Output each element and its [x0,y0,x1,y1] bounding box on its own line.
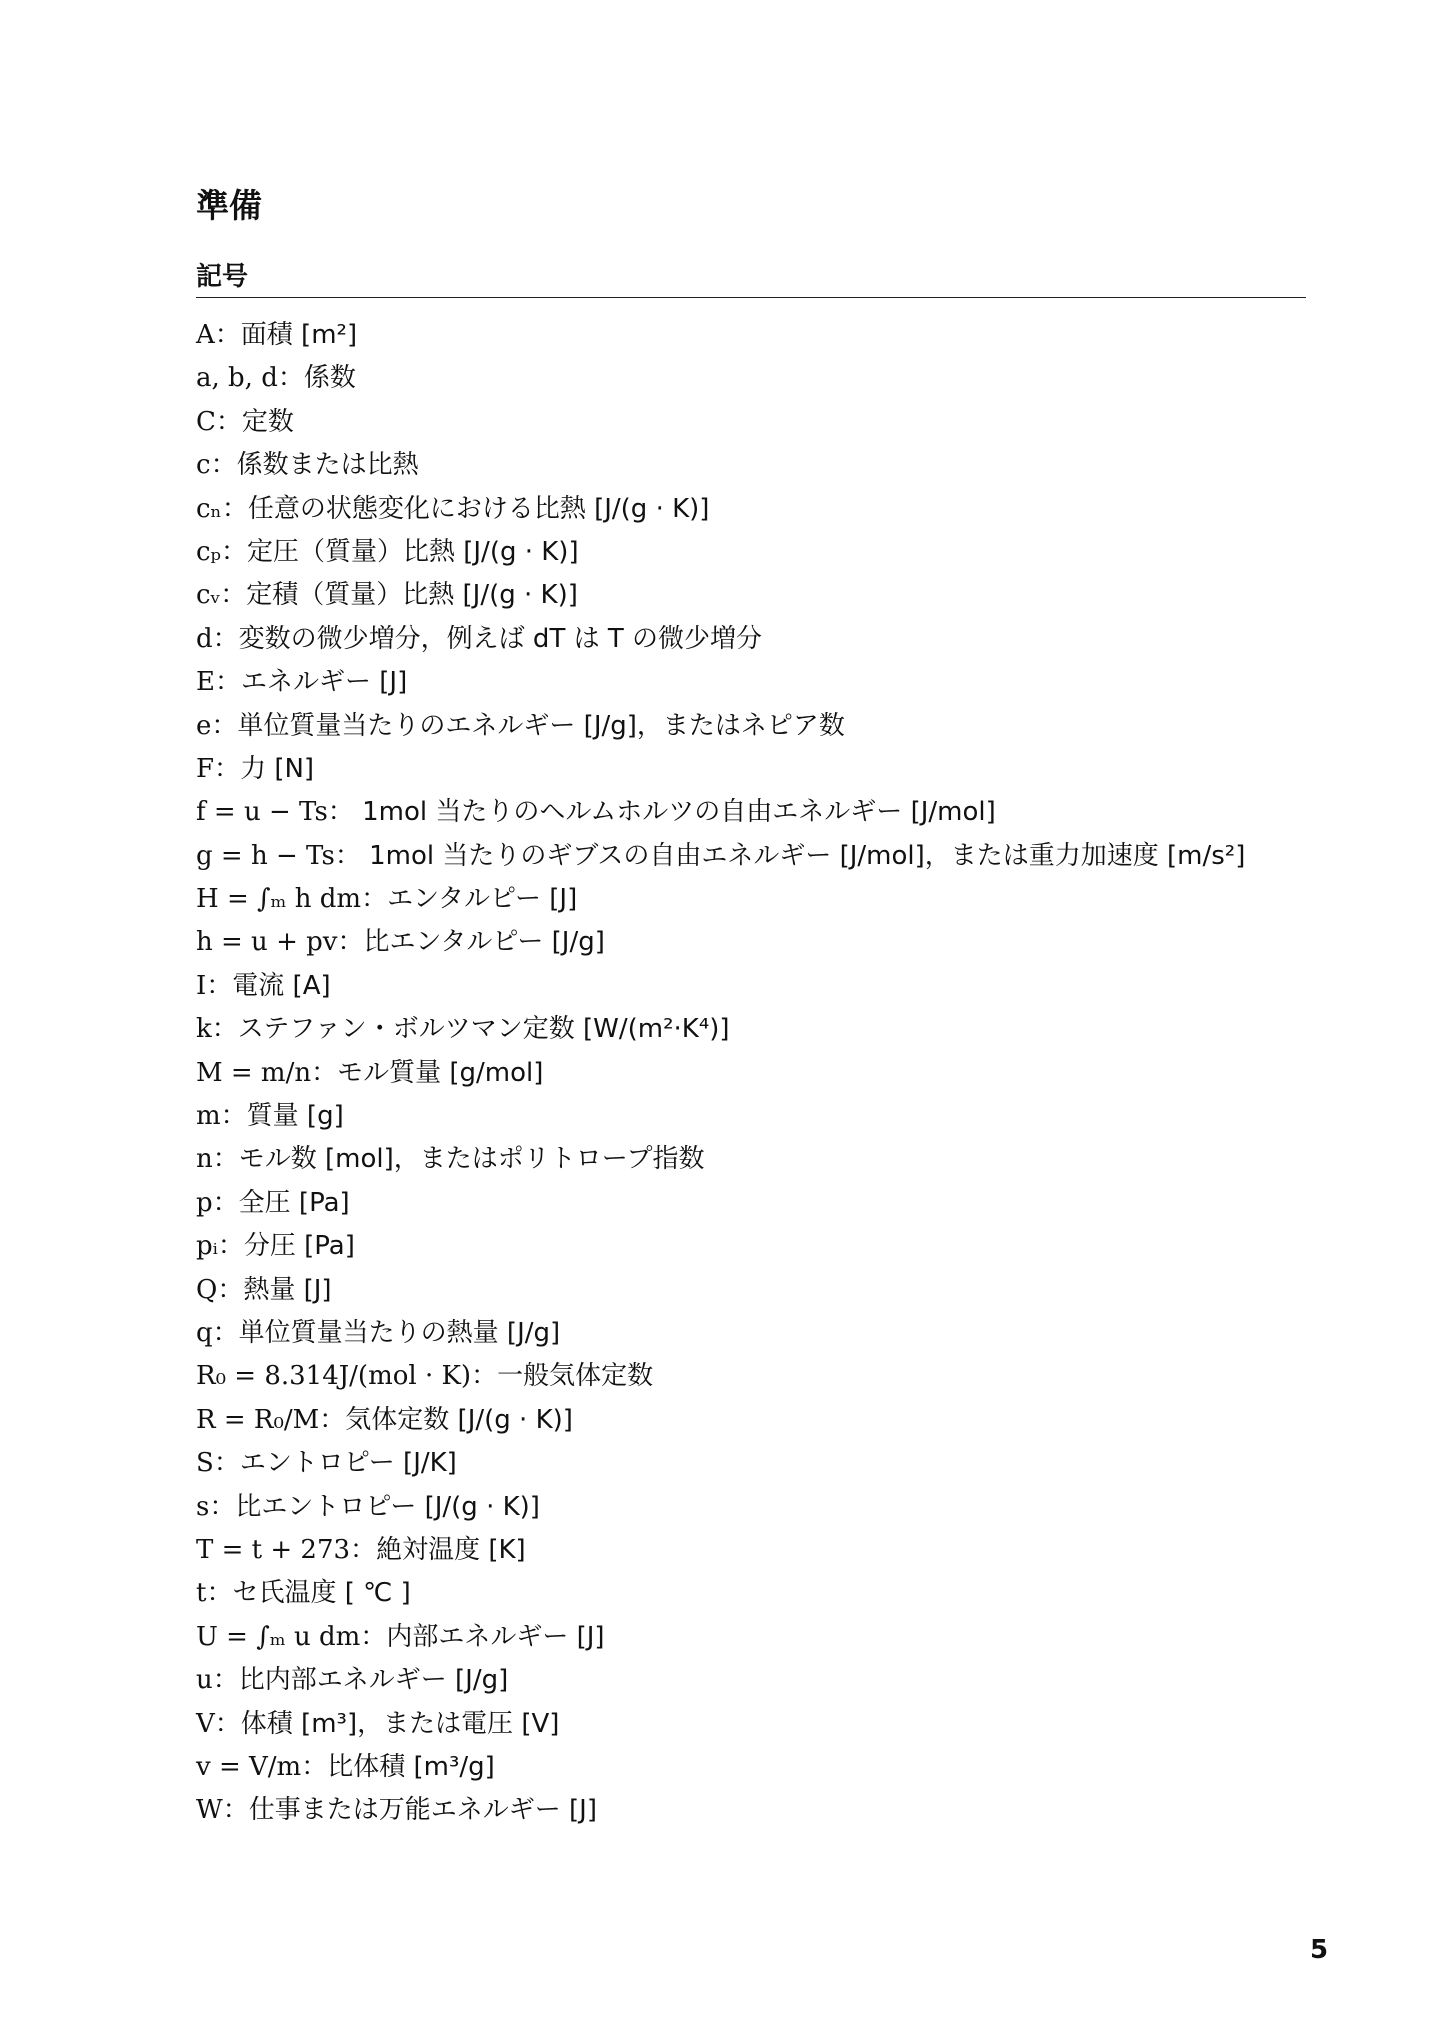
symbol-entry [196,1659,1306,1702]
symbol-description: 定数 [241,406,294,437]
symbol-description: 電流 [A] [232,970,331,1001]
symbol-entry [196,1789,1306,1832]
symbol-separator: ： [220,580,247,611]
symbol-notation: R = R₀/M [196,1404,320,1435]
symbol-notation: M = m/n [196,1057,312,1088]
symbol-entry [196,618,1306,661]
symbol-description: セ氏温度 [ ℃ ] [232,1578,411,1609]
symbol-description: エントロピー [J/K] [239,1448,457,1479]
symbol-description: 比エントロピー [J/(g · K)] [235,1491,540,1522]
section-title: 記号 [196,262,249,292]
symbol-entry [196,1008,1306,1051]
section-divider [196,297,1306,298]
symbol-description: 定積（質量）比熱 [J/(g · K)] [246,580,578,611]
symbol-entry [196,1616,1306,1659]
symbol-entry [196,357,1306,400]
symbol-description: 熱量 [J] [243,1274,332,1305]
symbol-notation: m [196,1101,221,1132]
symbol-separator: ： [360,1621,387,1652]
symbol-entry [196,1095,1306,1138]
symbol-notation: U = ∫ₘ u dm [196,1621,361,1652]
symbol-separator: ： [337,927,364,958]
symbol-separator: ： [220,1101,247,1132]
symbol-entry [196,1572,1306,1615]
symbol-entry [196,748,1306,791]
symbol-entry [196,878,1306,921]
symbol-entry [196,705,1306,748]
symbol-description: 全圧 [Pa] [238,1187,350,1218]
symbol-description: 力 [N] [240,753,315,784]
symbol-notation: s [196,1491,210,1522]
symbol-notation: H = ∫ₘ h dm [196,884,362,915]
symbol-entry [196,1052,1306,1095]
symbol-description: 係数または比熱 [236,450,419,481]
symbol-description: ステファン・ボルツマン定数 [W/(m²·K⁴)] [237,1014,730,1045]
page-number: 5 [1310,1935,1329,1965]
symbol-description: 気体定数 [J/(g · K)] [345,1404,573,1435]
symbol-entry [196,661,1306,704]
symbol-notation: u [196,1665,213,1696]
symbol-notation: W [196,1795,223,1826]
symbol-separator: ： [361,884,388,915]
symbol-separator: ： [212,623,239,654]
symbol-description: 変数の微少増分，例えば dT は T の微少増分 [238,623,762,654]
symbol-description: エネルギー [J] [241,667,408,698]
symbol-notation: A [196,320,215,350]
symbol-notation: q [196,1317,213,1348]
symbol-notation: R₀ = 8.314J/(mol · K) [196,1361,472,1392]
symbol-description: モル数 [mol]，またはポリトロープ指数 [238,1144,705,1175]
symbol-entry [196,531,1306,574]
symbol-notation: e [196,710,212,741]
symbol-description: 1mol 当たりのヘルムホルツの自由エネルギー [J/mol] [353,797,996,828]
symbol-description: 定圧（質量）比熱 [J/(g · K)] [246,536,579,567]
symbol-notation: p [196,1187,213,1218]
symbol-separator: ： [212,1187,239,1218]
symbol-notation: f = u − Ts [196,797,328,828]
symbol-description: 単位質量当たりの熱量 [J/g] [238,1317,561,1348]
symbol-separator: ： [222,1795,249,1826]
symbol-description: 比体積 [m³/g] [327,1751,495,1782]
symbol-entry [196,401,1306,444]
symbol-entry [196,488,1306,531]
symbol-entry [196,444,1306,487]
symbol-notation: Q [196,1274,218,1305]
symbol-separator: ： [220,536,247,567]
symbol-notation: t [196,1578,207,1609]
symbol-entry [196,1312,1306,1355]
symbol-entry [196,921,1306,964]
symbol-entry [196,1138,1306,1181]
chapter-title: 準備 [196,186,262,225]
symbol-description: エンタルピー [J] [387,884,578,915]
symbol-notation: c [196,450,211,481]
symbol-entry [196,1442,1306,1485]
symbol-description: 単位質量当たりのエネルギー [J/g]，またはネピア数 [237,710,845,741]
symbol-separator: ： [217,1231,244,1262]
symbol-entry [196,1746,1306,1789]
symbol-description: 分圧 [Pa] [243,1231,355,1262]
symbol-separator: ： [301,1751,328,1782]
symbol-notation: d [196,623,213,654]
symbol-notation: cₚ [196,536,221,567]
symbol-description: 体積 [m³]，または電圧 [V] [240,1708,560,1739]
symbol-separator: ： [210,450,237,481]
symbol-entry [196,835,1306,878]
symbol-notation: cₙ [196,493,222,524]
symbol-separator: ： [214,667,241,698]
symbol-entry [196,1225,1306,1268]
symbol-entry [196,791,1306,834]
symbol-separator: ： [206,970,233,1001]
symbol-separator: ： [221,493,248,524]
symbol-separator: ： [319,1404,346,1435]
symbol-entry [196,1703,1306,1746]
symbol-notation: F [196,753,215,784]
symbol-separator: ： [327,797,354,828]
symbol-separator: ： [206,1578,233,1609]
symbol-entry [196,1355,1306,1398]
symbol-description: 絶対温度 [K] [376,1534,526,1565]
symbol-notation: V [196,1708,215,1739]
symbol-separator: ： [334,840,361,871]
symbol-entry [196,1529,1306,1572]
symbol-entry [196,1269,1306,1312]
symbol-separator: ： [311,1057,338,1088]
symbol-notation: a, b, d [196,363,278,394]
symbol-description: 1mol 当たりのギブスの自由エネルギー [J/mol]，または重力加速度 [m/s²] [360,840,1246,871]
symbol-separator: ： [213,1448,240,1479]
symbol-notation: C [196,406,216,437]
symbol-separator: ： [217,1274,244,1305]
symbol-notation: pᵢ [196,1231,218,1262]
symbol-separator: ： [209,1491,236,1522]
symbol-notation: T = t + 273 [196,1534,351,1565]
symbol-notation: I [196,970,207,1001]
symbol-description: 任意の状態変化における比熱 [J/(g · K)] [247,493,710,524]
symbol-description: 内部エネルギー [J] [386,1621,605,1652]
symbol-list [196,314,1306,1833]
symbol-notation: g = h − Ts [196,840,335,871]
symbol-separator: ： [212,1317,239,1348]
symbol-notation: v = V/m [196,1751,302,1782]
symbol-separator: ： [212,1665,239,1696]
symbol-separator: ： [350,1534,377,1565]
symbol-separator: ： [211,1014,238,1045]
symbol-entry [196,1486,1306,1529]
symbol-notation: E [196,667,215,698]
symbol-notation: S [196,1448,214,1479]
symbol-separator: ： [277,363,304,394]
symbol-separator: ： [214,320,241,350]
symbol-description: 質量 [g] [246,1101,344,1132]
symbol-entry [196,1399,1306,1442]
symbol-description: モル質量 [g/mol] [337,1057,544,1088]
symbol-entry [196,574,1306,617]
symbol-notation: cᵥ [196,580,221,611]
symbol-separator: ： [212,1144,239,1175]
symbol-separator: ： [211,710,238,741]
symbol-entry [196,1182,1306,1225]
symbol-separator: ： [471,1361,498,1392]
symbol-notation: k [196,1014,212,1045]
symbol-description: 比内部エネルギー [J/g] [238,1665,509,1696]
symbol-notation: h = u + pv [196,927,338,958]
symbol-description: 仕事または万能エネルギー [J] [248,1795,597,1826]
symbol-separator: ： [215,406,242,437]
symbol-notation: n [196,1144,213,1175]
symbol-description: 面積 [m²] [240,320,358,350]
symbol-separator: ： [214,1708,241,1739]
symbol-entry [196,965,1306,1008]
symbol-description: 比エンタルピー [J/g] [363,927,605,958]
symbol-separator: ： [214,753,241,784]
symbol-entry [196,314,1306,357]
symbol-description: 一般気体定数 [497,1361,654,1392]
symbol-description: 係数 [303,363,356,394]
